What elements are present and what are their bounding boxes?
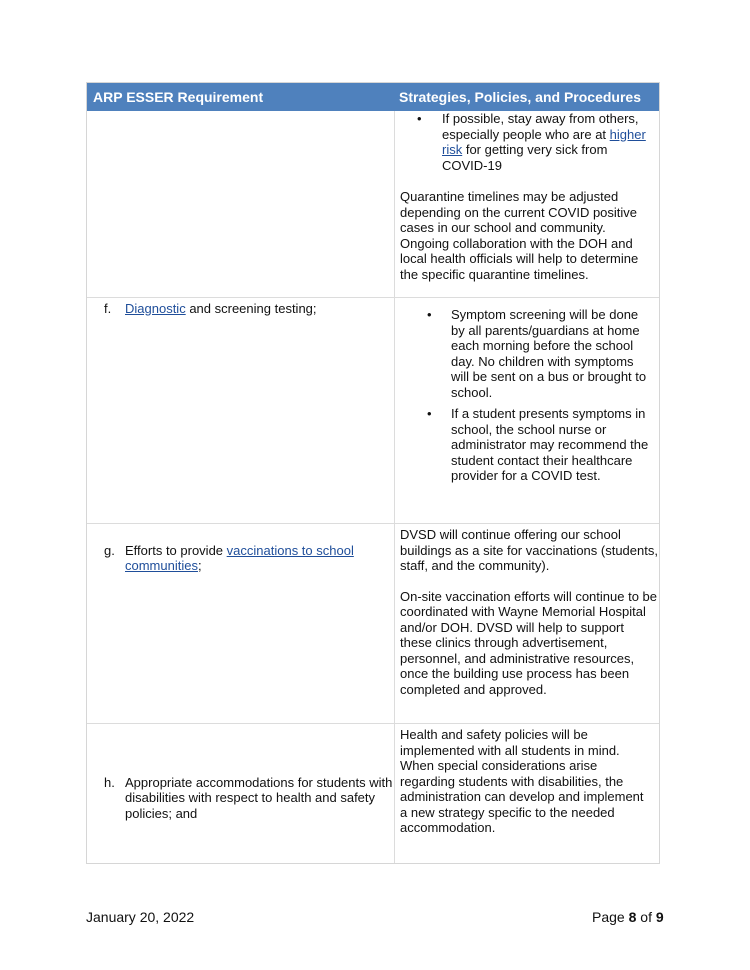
bullet-icon: • (427, 307, 432, 322)
table-header-row (87, 83, 659, 111)
bullet-text: Symptom screening will be done by all parents/guardians at home each morning before the school day. No children with symptoms will be sent on a bus or brought to school. (451, 307, 647, 400)
header-arp-esser-requirement: ARP ESSER Requirement (93, 89, 264, 105)
requirement-text: Appropriate accommodations for students with disabilities with respect to health and safety policies; and (125, 774, 393, 821)
item-letter: f. (104, 301, 112, 316)
row-divider (87, 723, 659, 724)
requirement-text: and screening testing; (185, 301, 317, 316)
header-strategies-policies: Strategies, Policies, and Procedures (399, 89, 641, 105)
list-item (427, 307, 653, 400)
paragraph: On-site vaccination efforts will continue to be coordinated with Wayne Memorial Hospital and/or DOH. DVSD will help to support these clinics through advertisement, personnel, and administrative resources, once the building use process has been completed and approved. (400, 588, 658, 697)
row0-paragraph: Quarantine timelines may be adjusted depending on the current COVID positive cases in our school and community. Ongoing collaboration with the DOH and local health officials will help to determine the specific quarantine timelines. (400, 189, 639, 282)
bullet-text: for getting very sick from COVID-19 (442, 142, 608, 173)
requirements-table (86, 82, 660, 864)
row0-bullet (417, 111, 653, 173)
page-current: 8 (628, 909, 637, 925)
footer-date: January 20, 2022 (86, 909, 195, 925)
requirement-g (87, 543, 415, 574)
requirement-h (87, 775, 417, 822)
page-of-label: of (636, 909, 656, 925)
list-item (417, 111, 653, 173)
diagnostic-link[interactable]: Diagnostic (125, 301, 186, 316)
paragraph: DVSD will continue offering our school buildings as a site for vaccinations (students, staff, and the community). (400, 527, 658, 573)
higher-risk-link[interactable]: higher risk (442, 126, 646, 157)
row-divider (87, 523, 659, 524)
page-label: Page (592, 909, 629, 925)
row-g-strategies (400, 527, 658, 697)
footer-page-number (592, 909, 664, 925)
item-letter: g. (104, 542, 115, 558)
row-h-strategies: Health and safety policies will be implemented with all students in mind. When special considerations arise regarding students with disabilities, the administration can develop and implement a new strategy specific to the needed accommodation. (400, 727, 644, 835)
page-total: 9 (655, 909, 664, 925)
requirement-f (87, 301, 425, 317)
column-divider (394, 111, 395, 863)
bullet-icon: • (417, 111, 422, 126)
bullet-text: If possible, stay away from others, especially people who are at (442, 111, 639, 142)
row-divider (87, 297, 659, 298)
requirement-text: ; (197, 558, 202, 573)
item-letter: h. (104, 774, 115, 790)
vaccinations-link[interactable]: vaccinations to school communities (125, 542, 354, 573)
requirement-text: Efforts to provide (125, 542, 227, 558)
bullet-icon: • (427, 406, 432, 421)
bullet-text: If a student presents symptoms in school, the school nurse or administrator may recommend the student contact their healthcare provider for a COVID test. (451, 406, 649, 483)
list-item (427, 406, 653, 484)
row-f-strategies (427, 307, 653, 484)
